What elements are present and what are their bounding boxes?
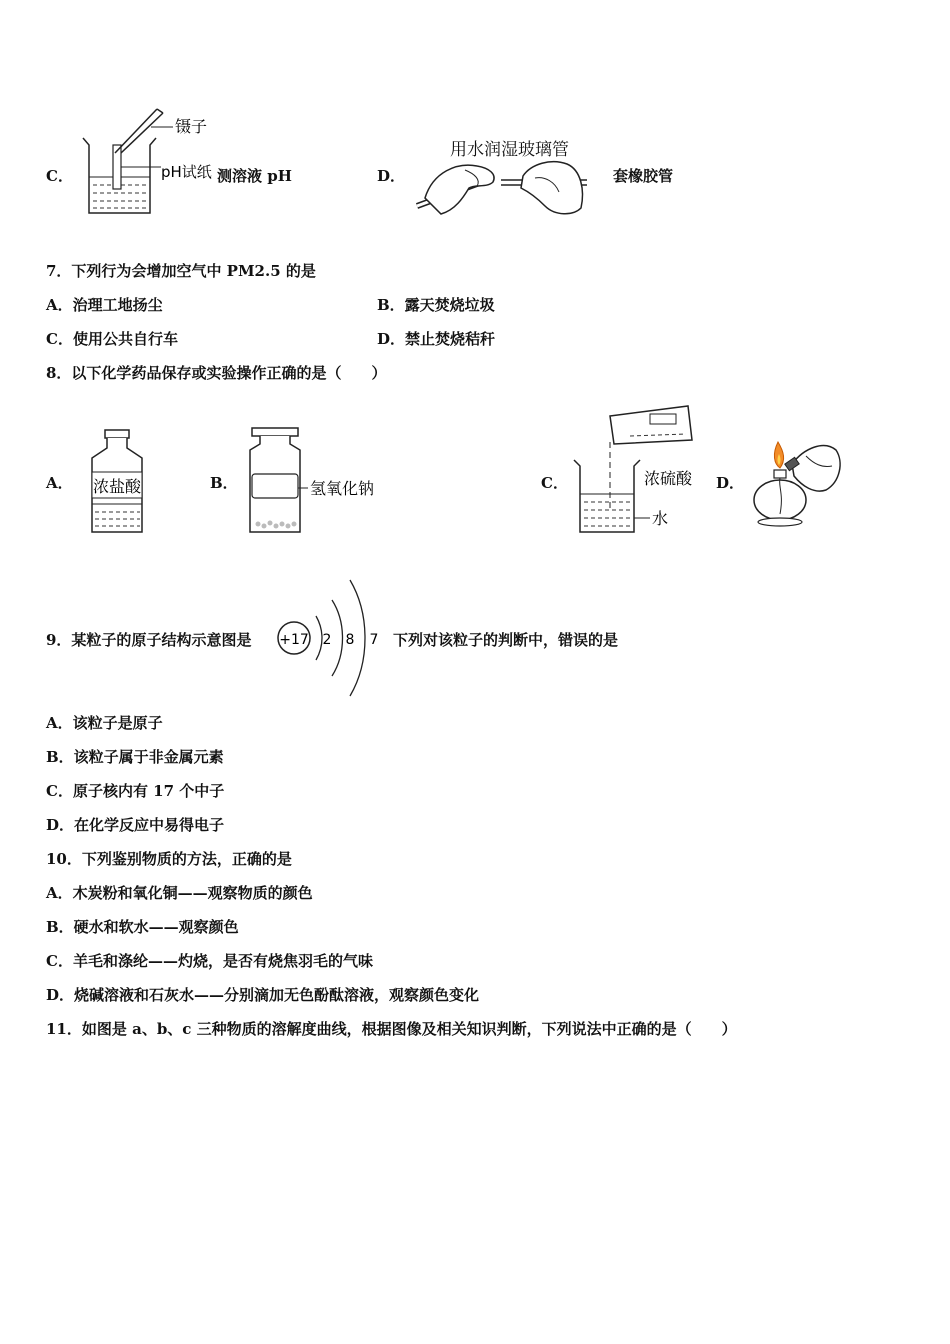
q7-option-c: C．使用公共自行车 [46, 330, 178, 348]
q6-option-d-label: D． [377, 167, 406, 185]
q7-option-a: A．治理工地扬尘 [46, 296, 163, 314]
ph-paper-label: pH试纸 [161, 163, 212, 181]
q8-stem: 8．以下化学药品保存或实验操作正确的是（ ） [46, 364, 387, 382]
q9-option-d: D．在化学反应中易得电子 [46, 816, 225, 834]
q8-option-d-label: D． [716, 474, 745, 492]
q8-option-c-label: C． [541, 474, 568, 492]
q6-option-d-caption: 套橡胶管 [613, 167, 674, 185]
q7-option-b: B．露天焚烧垃圾 [377, 296, 495, 314]
tweezers-label: 镊子 [175, 117, 208, 136]
q8-option-b-label: B． [210, 474, 238, 492]
q9-option-c: C．原子核内有 17 个中子 [46, 782, 225, 800]
q7-stem: 7．下列行为会增加空气中 PM2.5 的是 [46, 262, 316, 280]
shell-3-electrons: 7 [369, 632, 379, 648]
q7-option-d: D．禁止焚烧秸秆 [377, 330, 496, 348]
q9-stem-post: 下列对该粒子的判断中，错误的是 [393, 631, 619, 649]
q10-option-c: C．羊毛和涤纶——灼烧，是否有烧焦羽毛的气味 [46, 952, 373, 970]
q10-stem: 10．下列鉴别物质的方法，正确的是 [46, 850, 292, 868]
q10-option-d: D．烧碱溶液和石灰水——分别滴加无色酚酞溶液，观察颜色变化 [46, 986, 480, 1004]
q8-option-a-label: A． [46, 474, 73, 492]
q10-option-a: A．木炭粉和氧化铜——观察物质的颜色 [46, 884, 313, 902]
q6-option-c-label: C． [46, 167, 73, 185]
q6-option-c-caption: 测溶液 pH [217, 167, 292, 185]
atom-structure-diagram [272, 578, 392, 698]
naoh-bottle-figure [244, 426, 394, 536]
hcl-bottle-figure [86, 428, 148, 536]
alcohol-lamp-figure [748, 434, 848, 530]
hcl-bottle-label: 浓盐酸 [92, 477, 142, 496]
q9-option-b: B．该粒子属于非金属元素 [46, 748, 224, 766]
shell-2-electrons: 8 [345, 632, 355, 648]
nucleus-charge: +17 [279, 632, 309, 648]
q9-option-a: A．该粒子是原子 [46, 714, 163, 732]
q9-stem-pre: 9．某粒子的原子结构示意图是 [46, 631, 252, 649]
q11-stem: 11．如图是 a、b、c 三种物质的溶解度曲线，根据图像及相关知识判断，下列说法中正确的是（ ） [46, 1020, 737, 1038]
q10-option-b: B．硬水和软水——观察颜色 [46, 918, 239, 936]
wet-tube-title: 用水润湿玻璃管 [450, 140, 569, 160]
conc-sulfuric-acid-label: 浓硫酸 [644, 469, 693, 488]
shell-1-electrons: 2 [322, 632, 332, 648]
naoh-bottle-label: 氢氧化钠 [310, 479, 375, 498]
dilute-acid-figure [570, 402, 710, 536]
hands-tube-figure [405, 158, 595, 222]
ph-test-figure [75, 105, 225, 217]
water-label: 水 [652, 509, 669, 528]
